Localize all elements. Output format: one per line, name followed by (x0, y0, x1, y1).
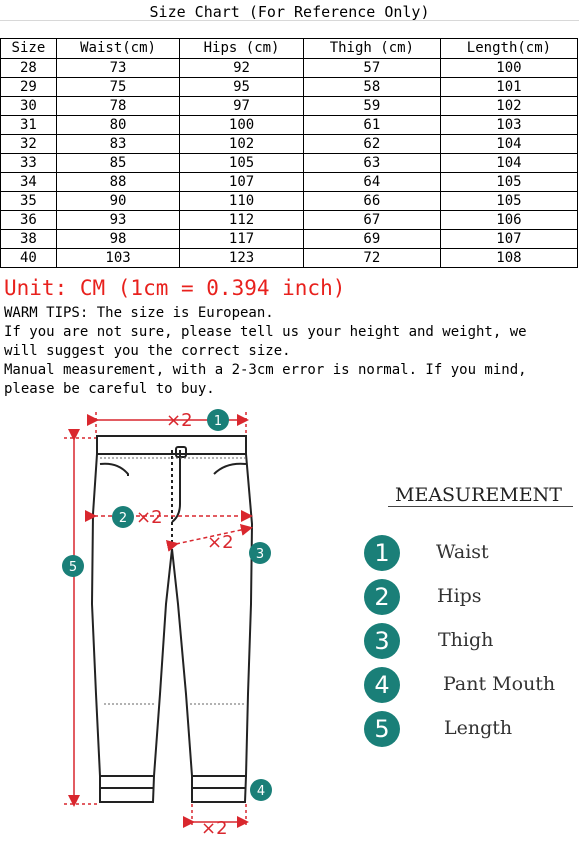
table-cell: 88 (56, 173, 180, 192)
table-row (1, 78, 578, 97)
legend-label: Thigh (438, 629, 494, 651)
table-cell: 110 (180, 192, 304, 211)
legend-label: Pant Mouth (443, 673, 556, 695)
legend-label: Length (444, 717, 513, 739)
table-cell: 58 (303, 78, 440, 97)
legend-item-pant-mouth (364, 667, 579, 707)
hips-multiplier-label: ×2 (136, 507, 163, 528)
tips-line: Manual measurement, with a 2-3cm error is normal. If you mind, (4, 362, 527, 378)
table-cell: 73 (56, 59, 180, 78)
table-cell: 35 (1, 192, 57, 211)
table-cell: 67 (303, 211, 440, 230)
marker-hips-number: 2 (118, 511, 128, 526)
legend-title: MEASUREMENT (395, 484, 562, 506)
table-row (1, 154, 578, 173)
marker-waist-number: 1 (213, 414, 223, 429)
table-cell: 123 (180, 249, 304, 268)
table-row (1, 116, 578, 135)
thigh-multiplier-label: ×2 (207, 532, 234, 553)
table-cell: 93 (56, 211, 180, 230)
pants-illustration (0, 404, 360, 844)
legend-label: Hips (437, 585, 482, 607)
table-cell: 63 (303, 154, 440, 173)
legend-item-thigh (364, 623, 579, 663)
header-hips: Hips (cm) (180, 39, 304, 59)
table-cell: 28 (1, 59, 57, 78)
header-thigh: Thigh (cm) (303, 39, 440, 59)
table-cell: 105 (180, 154, 304, 173)
legend-label: Waist (436, 541, 489, 563)
table-cell: 78 (56, 97, 180, 116)
measurement-diagram (0, 404, 579, 844)
pant-mouth-multiplier-label: ×2 (201, 818, 228, 839)
table-cell: 40 (1, 249, 57, 268)
waist-multiplier-label: ×2 (166, 410, 193, 431)
marker-pant-mouth-number: 4 (256, 784, 266, 799)
table-row (1, 135, 578, 154)
table-row (1, 249, 578, 268)
table-cell: 85 (56, 154, 180, 173)
table-cell: 34 (1, 173, 57, 192)
table-cell: 102 (180, 135, 304, 154)
table-cell: 104 (440, 135, 577, 154)
table-row (1, 211, 578, 230)
table-cell: 66 (303, 192, 440, 211)
tips-line: will suggest you the correct size. (4, 343, 291, 359)
table-cell: 62 (303, 135, 440, 154)
legend-item-length (364, 711, 579, 751)
table-cell: 97 (180, 97, 304, 116)
table-cell: 33 (1, 154, 57, 173)
table-cell: 75 (56, 78, 180, 97)
table-cell: 72 (303, 249, 440, 268)
table-cell: 117 (180, 230, 304, 249)
table-cell: 92 (180, 59, 304, 78)
table-row (1, 59, 578, 78)
table-row (1, 97, 578, 116)
table-cell: 102 (440, 97, 577, 116)
legend-number-icon: 2 (364, 579, 400, 615)
pants-outline-icon (92, 436, 252, 802)
legend-number-icon: 3 (364, 623, 400, 659)
tips-line: please be careful to buy. (4, 381, 215, 397)
table-cell: 104 (440, 154, 577, 173)
table-cell: 101 (440, 78, 577, 97)
table-cell: 95 (180, 78, 304, 97)
table-cell: 59 (303, 97, 440, 116)
table-cell: 108 (440, 249, 577, 268)
table-row (1, 173, 578, 192)
table-cell: 107 (440, 230, 577, 249)
table-cell: 38 (1, 230, 57, 249)
table-cell: 107 (180, 173, 304, 192)
table-cell: 57 (303, 59, 440, 78)
legend-divider (388, 506, 573, 507)
table-row (1, 192, 578, 211)
table-cell: 98 (56, 230, 180, 249)
table-cell: 100 (180, 116, 304, 135)
warm-tips (4, 304, 576, 399)
title-divider (0, 20, 579, 35)
header-size: Size (1, 39, 57, 59)
tips-line: If you are not sure, please tell us your height and weight, we (4, 324, 527, 340)
table-header-row (1, 39, 578, 59)
table-cell: 32 (1, 135, 57, 154)
table-cell: 106 (440, 211, 577, 230)
header-length: Length(cm) (440, 39, 577, 59)
table-cell: 36 (1, 211, 57, 230)
table-cell: 69 (303, 230, 440, 249)
table-cell: 100 (440, 59, 577, 78)
table-cell: 103 (440, 116, 577, 135)
table-cell: 90 (56, 192, 180, 211)
table-cell: 80 (56, 116, 180, 135)
table-cell: 31 (1, 116, 57, 135)
table-row (1, 230, 578, 249)
table-cell: 105 (440, 192, 577, 211)
table-cell: 61 (303, 116, 440, 135)
table-cell: 29 (1, 78, 57, 97)
size-chart-title: Size Chart (For Reference Only) (149, 3, 430, 21)
tips-line: WARM TIPS: The size is European. (4, 305, 274, 321)
table-cell: 64 (303, 173, 440, 192)
marker-thigh-number: 3 (255, 547, 265, 562)
table-cell: 83 (56, 135, 180, 154)
legend-number-icon: 4 (364, 667, 400, 703)
header-waist: Waist(cm) (56, 39, 180, 59)
table-cell: 112 (180, 211, 304, 230)
table-cell: 103 (56, 249, 180, 268)
legend-number-icon: 5 (364, 711, 400, 747)
size-table (0, 38, 578, 268)
table-cell: 30 (1, 97, 57, 116)
unit-note: Unit: CM (1cm = 0.394 inch) (4, 276, 346, 300)
legend-number-icon: 1 (364, 535, 400, 571)
marker-length-number: 5 (68, 560, 78, 575)
legend-item-hips (364, 579, 579, 619)
table-cell: 105 (440, 173, 577, 192)
legend-item-waist (364, 535, 579, 575)
